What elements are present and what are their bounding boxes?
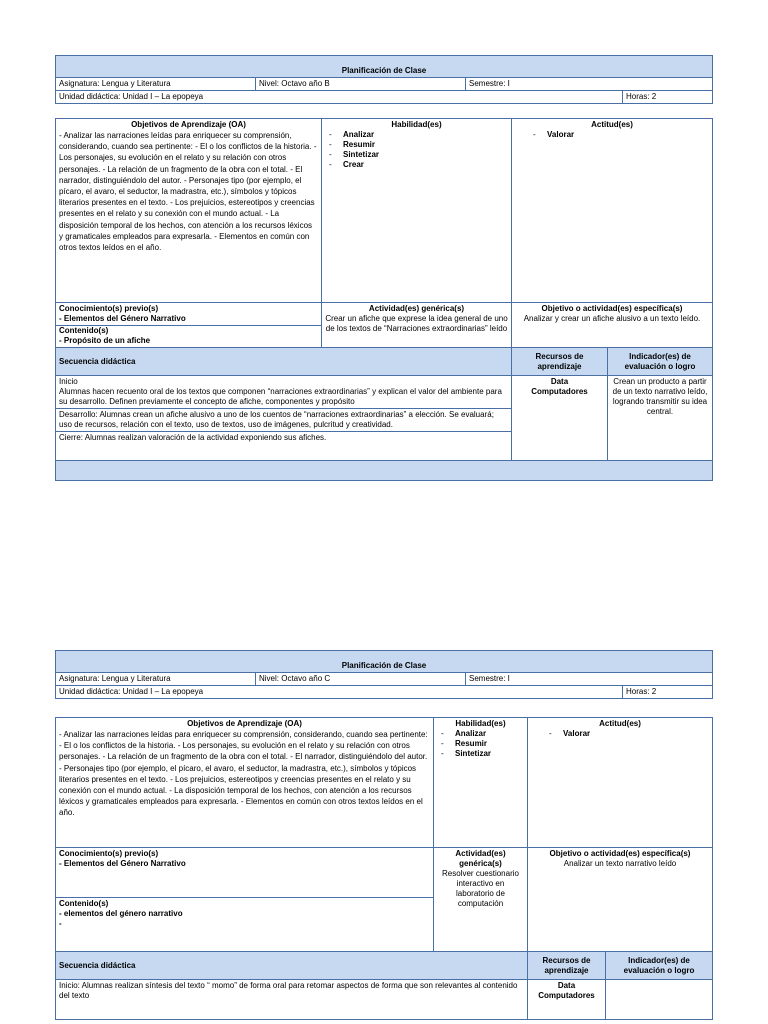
plan2-conoc-text: - Elementos del Género Narrativo	[59, 859, 186, 868]
plan1-seq-cell	[56, 376, 512, 461]
plan1-indicador: Crean un producto a partir de un texto narrativo leído, logrando transmitir su idea central.	[608, 376, 713, 461]
plan2-hab-header: Habilidad(es)	[455, 719, 506, 728]
plan2-recursos: Data Computadores	[528, 980, 606, 1020]
plan2-act-list	[531, 729, 709, 739]
plan2-body-block	[55, 717, 713, 1024]
plan2-actgen-header: Actividad(es) genérica(s)	[455, 849, 506, 868]
plan2-indicador	[606, 980, 713, 1020]
list-item: - Resumir	[325, 140, 508, 150]
plan2-actgen-text: Resolver cuestionario interactivo en laboratorio de computación	[442, 869, 519, 908]
plan2-objesp-header: Objetivo o actividad(es) específica(s)	[549, 849, 691, 858]
plan1-body-block	[55, 118, 713, 481]
plan2-inicio: Inicio: Alumnas realizan síntesis del texto “ momo” de forma oral para retomar aspectos de forma que son relevantes al contenido del texto	[56, 980, 528, 1020]
plan1-semestre: Semestre: I	[466, 78, 713, 91]
plan2-objesp-cell	[528, 848, 713, 952]
plan1-act-cell	[512, 119, 713, 303]
plan1-objesp-text: Analizar y crear un afiche alusivo a un texto leído.	[523, 314, 701, 323]
list-item: - Valorar	[545, 729, 709, 739]
plan2-oa-header: Objetivos de Aprendizaje (OA)	[187, 719, 302, 728]
plan2-nivel: Nivel: Octavo año C	[256, 673, 466, 686]
plan2-contenido-text: - elementos del género narrativo	[59, 909, 183, 918]
plan1-unidad: Unidad didáctica: Unidad I – La epopeya	[56, 91, 623, 104]
plan1-contenido-text: - Propósito de un afiche	[59, 336, 151, 345]
plan1-conoc-text: - Elementos del Género Narrativo	[59, 314, 186, 323]
plan1-conoc-header: Conocimiento(s) previo(s)	[59, 304, 159, 313]
plan2-act-cell	[528, 718, 713, 848]
list-item: - Resumir	[437, 739, 524, 749]
list-item: - Analizar	[325, 130, 508, 140]
plan2-seq-header: Secuencia didáctica	[56, 952, 528, 980]
plan2-conoc-header: Conocimiento(s) previo(s)	[59, 849, 159, 858]
plan1-hab-list	[325, 130, 508, 170]
plan1-recursos: Data Computadores	[512, 376, 608, 461]
plan1-desarrollo: Desarrollo: Alumnas crean un afiche alusivo a uno de los cuentos de “narraciones extraordinarias” a elección. Se evaluará; uso de recursos, relación con el texto, uso de textos, uso de imágenes, pulcritud y creatividad.	[56, 409, 511, 432]
plan1-header-block	[55, 55, 713, 104]
plan2-hab-list	[437, 729, 524, 759]
plan1-asignatura: Asignatura: Lengua y Literatura	[56, 78, 256, 91]
plan2-objesp-text: Analizar un texto narrativo leído	[563, 859, 677, 868]
plan1-act-header: Actitud(es)	[591, 120, 633, 129]
plan1-objesp-cell	[512, 303, 713, 348]
plan1-conoc-cell	[56, 303, 322, 348]
plan1-oa-cell	[56, 119, 322, 303]
plan2-semestre: Semestre: I	[466, 673, 713, 686]
plan2-horas: Horas: 2	[623, 686, 713, 699]
plan1-contenido-header: Contenido(s)	[59, 326, 109, 335]
plan2-title: Planificación de Clase	[56, 651, 713, 673]
plan1-title: Planificación de Clase	[56, 56, 713, 78]
plan2-contenido-extra: -	[59, 919, 62, 928]
list-item: - Crear	[325, 160, 508, 170]
plan1-objesp-header: Objetivo o actividad(es) específica(s)	[541, 304, 683, 313]
plan2-header-block	[55, 650, 713, 699]
plan2-act-header: Actitud(es)	[599, 719, 641, 728]
list-item: - Sintetizar	[437, 749, 524, 759]
plan1-cierre: Cierre: Alumnas realizan valoración de la actividad exponiendo sus afiches.	[59, 433, 327, 442]
plan2-unidad: Unidad didáctica: Unidad I – La epopeya	[56, 686, 623, 699]
plan1-recursos-header: Recursos de aprendizaje	[512, 348, 608, 376]
plan2-indicador-header: Indicador(es) de evaluación o logro	[606, 952, 713, 980]
plan1-act-list	[515, 130, 709, 140]
plan2-recursos-header: Recursos de aprendizaje	[528, 952, 606, 980]
plan1-actgen-text: Crear un afiche que exprese la idea general de uno de los textos de “Narraciones extraordinarias” leído	[325, 314, 508, 333]
plan1-oa-text: - Analizar las narraciones leídas para enriquecer su comprensión, considerando, cuando sea pertinente: - El o los conflictos de la historia. - Los personajes, su evolución en el relato y su relación con otros personajes. - La relación de un fragmento de la obra con el total. - El narrador, distinguiéndolo del autor. - Personajes tipo (por ejemplo, el pícaro, el avaro, el seductor, la madrastra, etc.), símbolos y tópicos literarios presentes en el texto. - Los prejuicios, estereotipos y creencias presentes en el relato y su conexión con el mundo actual. - La disposición temporal de los hechos, con atención a los recursos léxicos y gramaticales empleados para expresarla. - Elementos en común con otros textos leídos en el año.	[59, 131, 317, 252]
plan1-hab-cell	[322, 119, 512, 303]
list-item: - Sintetizar	[325, 150, 508, 160]
plan1-actgen-header: Actividad(es) genérica(s)	[368, 304, 465, 313]
plan2-oa-cell	[56, 718, 434, 848]
plan1-footer-bar	[56, 461, 713, 481]
list-item: - Analizar	[437, 729, 524, 739]
plan1-seq-header: Secuencia didáctica	[56, 348, 512, 376]
plan1-nivel: Nivel: Octavo año B	[256, 78, 466, 91]
plan2-actgen-cell	[434, 848, 528, 952]
list-item: - Valorar	[529, 130, 709, 140]
plan1-hab-header: Habilidad(es)	[391, 120, 442, 129]
plan2-hab-cell	[434, 718, 528, 848]
plan1-indicador-header: Indicador(es) de evaluación o logro	[608, 348, 713, 376]
plan1-actgen-cell	[322, 303, 512, 348]
plan2-asignatura: Asignatura: Lengua y Literatura	[56, 673, 256, 686]
plan1-inicio: Inicio Alumnas hacen recuento oral de los textos que componen “narraciones extraordinarias” y explican el valor del ambiente para su desarrollo. Definen previamente el concepto de afiche, componentes y propósito	[56, 376, 511, 409]
plan2-conoc-cell	[56, 848, 434, 952]
plan1-horas: Horas: 2	[623, 91, 713, 104]
plan2-contenido-header: Contenido(s)	[59, 899, 109, 908]
plan1-oa-header: Objetivos de Aprendizaje (OA)	[131, 120, 246, 129]
plan2-oa-text: - Analizar las narraciones leídas para enriquecer su comprensión, considerando, cuando sea pertinente: - El o los conflictos de la historia. - Los personajes, su evolución en el relato y su relación con otros personajes. - La relación de un fragmento de la obra con el total. - El narrador, distinguiéndolo del autor. - Personajes tipo (por ejemplo, el pícaro, el avaro, el seductor, la madrastra, etc.), símbolos y tópicos literarios presentes en el texto. - Los prejuicios, estereotipos y creencias presentes en el relato y su conexión con el mundo actual. - La disposición temporal de los hechos, con atención a los recursos léxicos y gramaticales empleados para expresarla. - Elementos en común con otros textos leídos en el año.	[59, 730, 428, 818]
